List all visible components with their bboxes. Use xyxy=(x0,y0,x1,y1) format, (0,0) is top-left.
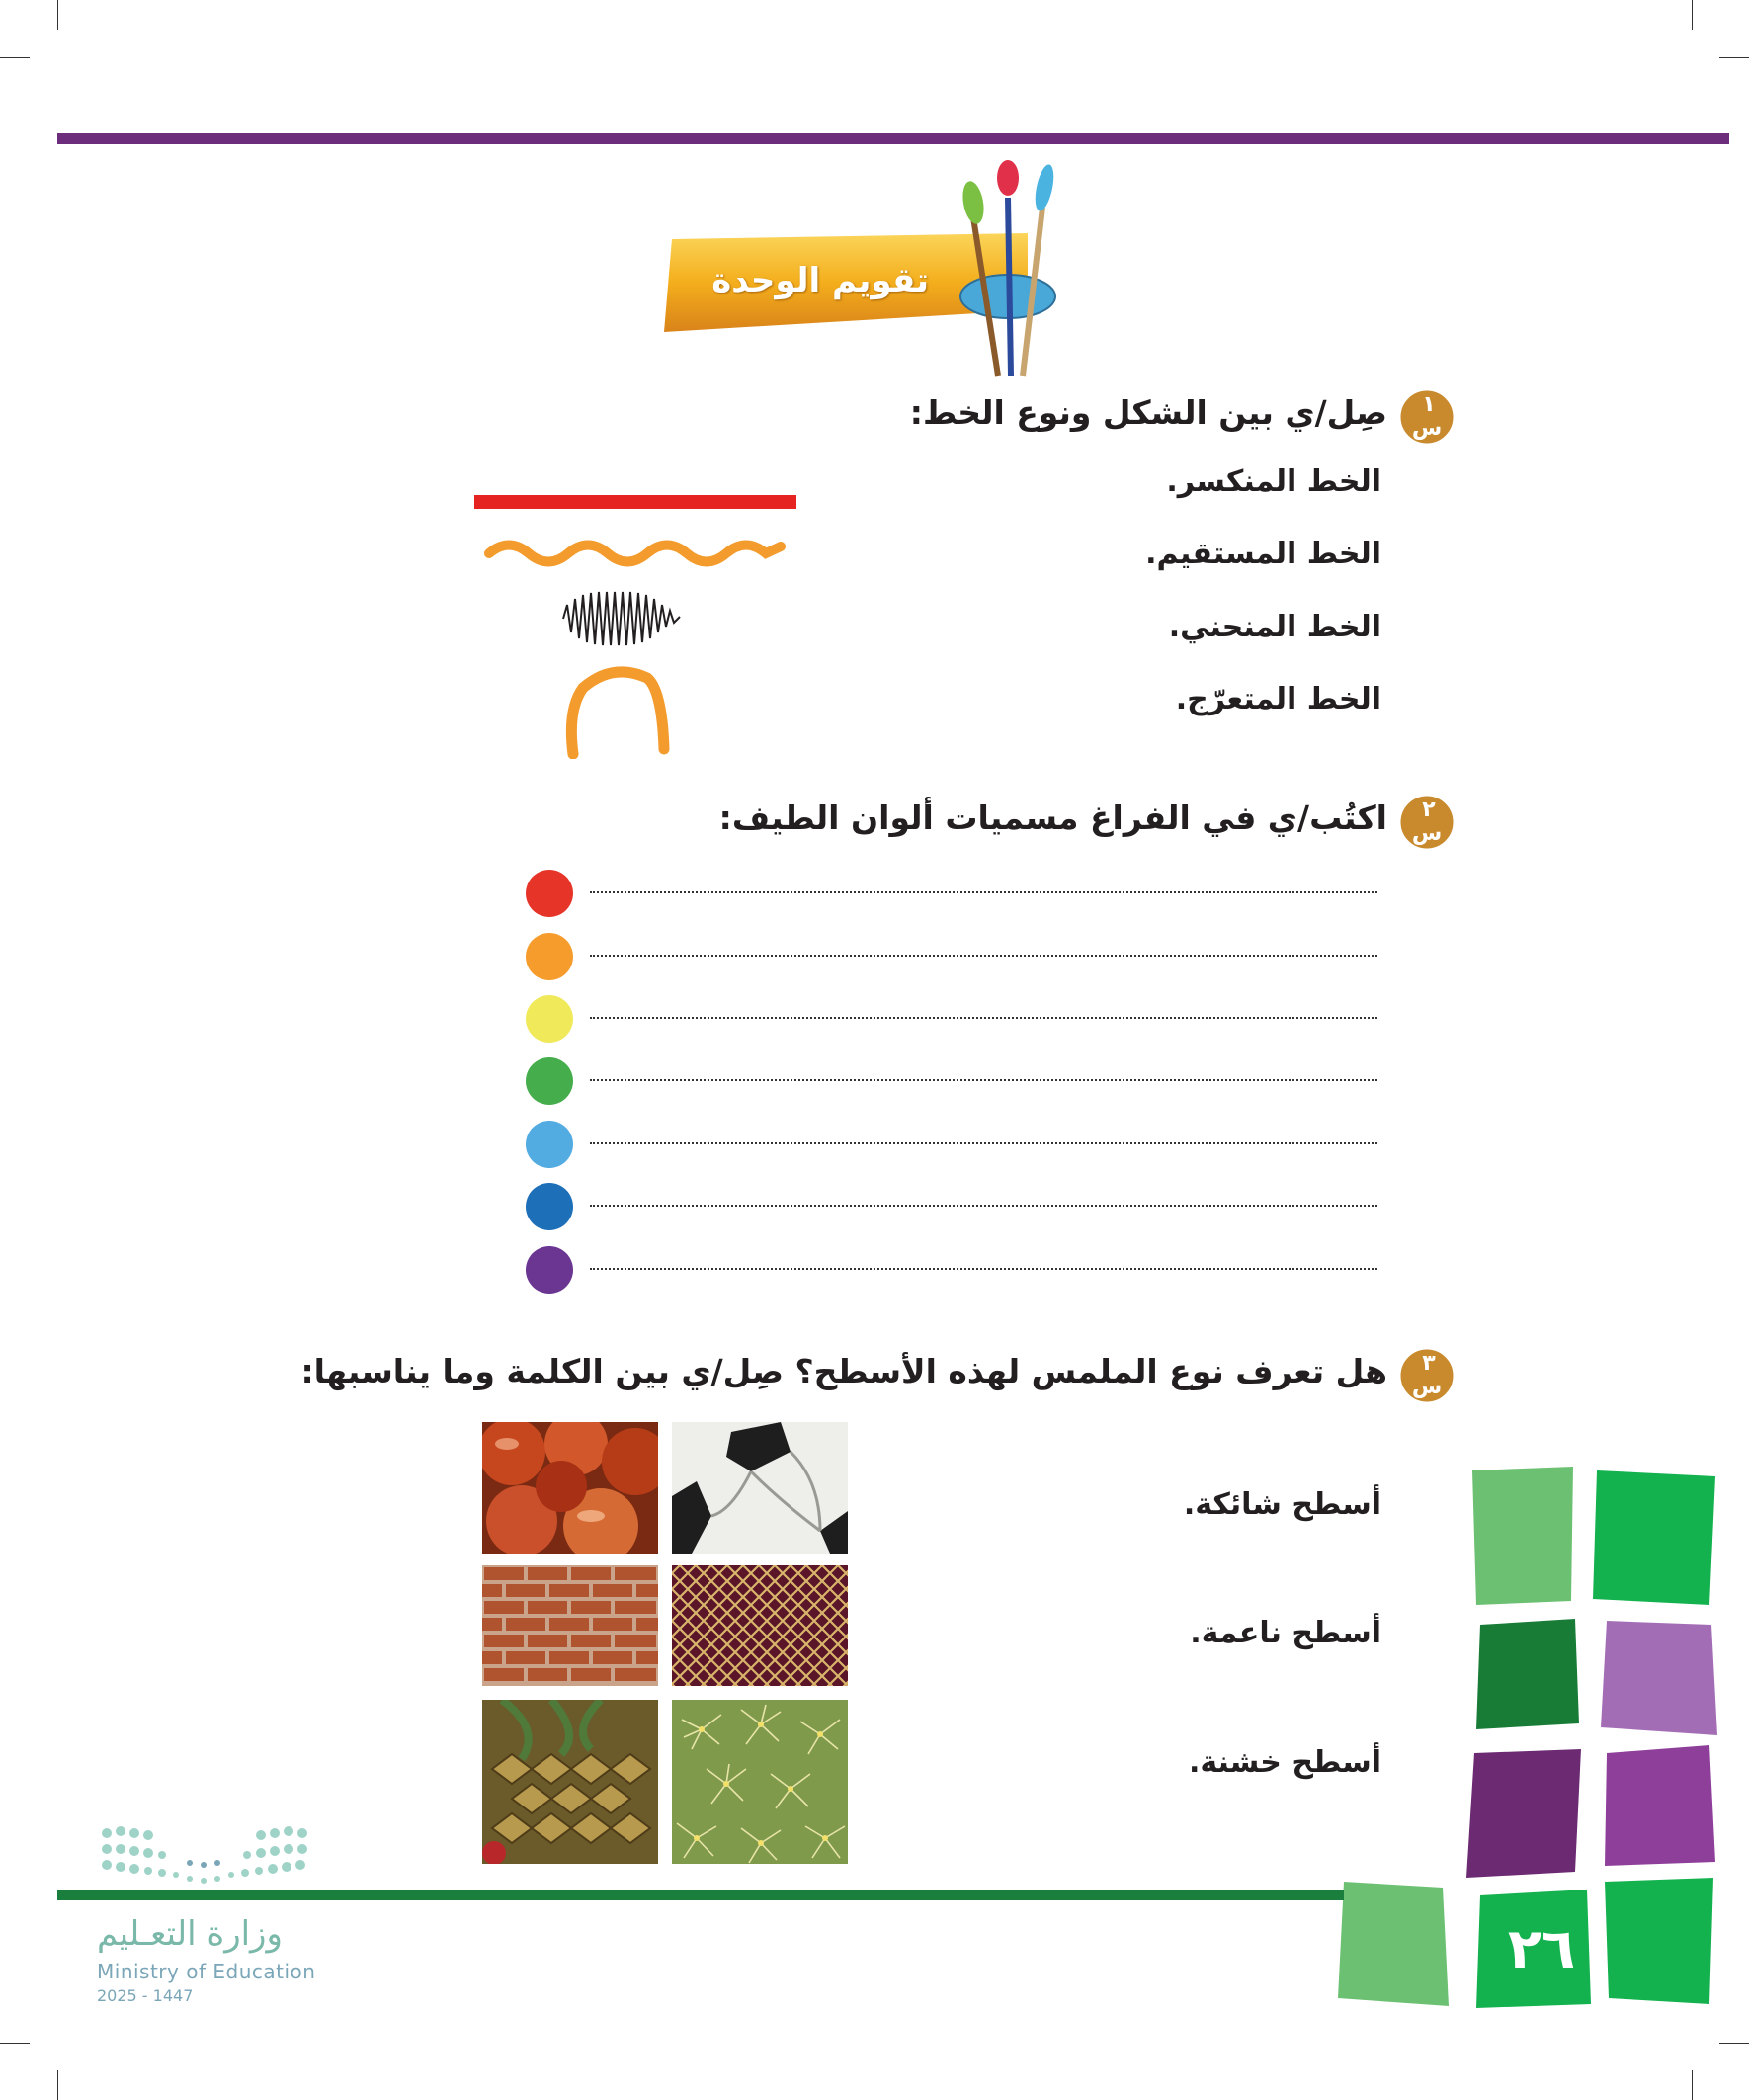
soccer-ball-texture-image[interactable] xyxy=(672,1422,848,1554)
q1-option-broken-line: الخط المنكسر. xyxy=(1166,464,1381,499)
ministry-name-arabic: وزارة التعـليم xyxy=(97,1914,283,1954)
banner-title: تقويم الوحدة xyxy=(711,261,929,300)
mesh-texture-image[interactable] xyxy=(672,1565,848,1686)
badge-number: ٣ xyxy=(1422,1351,1436,1376)
answer-line-3[interactable] xyxy=(590,1017,1377,1019)
crop-mark xyxy=(57,2070,58,2100)
crop-mark xyxy=(0,2043,30,2044)
decorative-tile xyxy=(1603,1878,1713,2004)
crop-mark xyxy=(57,0,58,30)
decorative-tile xyxy=(1476,1619,1579,1729)
decorative-tile xyxy=(1466,1749,1583,1878)
spectrum-dot-green xyxy=(526,1057,573,1105)
badge-letter: س xyxy=(1411,416,1443,441)
answer-line-1[interactable] xyxy=(590,891,1377,893)
answer-line-4[interactable] xyxy=(590,1079,1377,1081)
crop-mark xyxy=(1692,2070,1693,2100)
question-badge-3 xyxy=(1397,1346,1457,1405)
crop-mark xyxy=(1719,2043,1749,2044)
q3-option-smooth: أسطح ناعمة. xyxy=(1190,1616,1381,1650)
decorative-tile xyxy=(1593,1470,1715,1605)
crop-mark xyxy=(1692,0,1693,30)
paint-brushes-icon xyxy=(954,158,1062,380)
spectrum-dot-red xyxy=(526,870,573,917)
arch-line-shape[interactable] xyxy=(563,660,672,759)
badge-number: ٢ xyxy=(1422,798,1436,822)
top-divider xyxy=(57,133,1729,144)
question-3-text: هل تعرف نوع الملمس لهذه الأسطح؟ صِل/ي بين الكلمة وما يناسبها: xyxy=(300,1352,1387,1390)
badge-number: ١ xyxy=(1422,392,1436,417)
answer-line-2[interactable] xyxy=(590,955,1377,957)
q1-option-zigzag-line: الخط المتعرّج. xyxy=(1175,682,1381,716)
ministry-name-english: Ministry of Education xyxy=(97,1960,316,1983)
answer-line-6[interactable] xyxy=(590,1205,1377,1207)
decorative-tile xyxy=(1603,1745,1715,1866)
zigzag-line-shape[interactable] xyxy=(561,587,682,650)
badge-letter: س xyxy=(1411,1375,1443,1399)
apples-texture-image[interactable] xyxy=(482,1422,658,1554)
crop-mark xyxy=(0,57,30,58)
q1-option-curved-line: الخط المنحني. xyxy=(1168,610,1381,644)
spectrum-dot-orange xyxy=(526,933,573,980)
brick-wall-texture-image[interactable] xyxy=(482,1565,658,1686)
spectrum-dot-light-blue xyxy=(526,1121,573,1168)
question-2-text: اكتُب/ي في الفراغ مسميات ألوان الطيف: xyxy=(718,798,1387,837)
question-1-text: صِل/ي بين الشكل ونوع الخط: xyxy=(909,393,1387,432)
answer-line-7[interactable] xyxy=(590,1268,1377,1270)
decorative-tile xyxy=(1601,1621,1717,1735)
edition-year: 2025 - 1447 xyxy=(97,1986,194,2005)
spectrum-dot-blue xyxy=(526,1183,573,1230)
badge-letter: س xyxy=(1411,821,1443,846)
straight-line-shape[interactable] xyxy=(474,495,796,509)
page-number: ٢٦ xyxy=(1507,1917,1576,1981)
q3-option-rough: أسطح خشنة. xyxy=(1188,1745,1381,1780)
pineapple-texture-image[interactable] xyxy=(482,1700,658,1864)
wavy-line-shape[interactable] xyxy=(484,529,786,578)
q3-option-thorny: أسطح شائكة. xyxy=(1183,1487,1381,1522)
q1-option-straight-line: الخط المستقيم. xyxy=(1145,537,1381,571)
crop-mark xyxy=(1719,57,1749,58)
cactus-texture-image[interactable] xyxy=(672,1700,848,1864)
ministry-of-education-logo xyxy=(99,1823,311,1892)
decorative-tile xyxy=(1338,1882,1449,2006)
answer-line-5[interactable] xyxy=(590,1142,1377,1144)
spectrum-dot-yellow xyxy=(526,995,573,1043)
decorative-tile xyxy=(1468,1467,1577,1605)
question-badge-1 xyxy=(1397,387,1457,447)
question-badge-2 xyxy=(1397,793,1457,852)
spectrum-dot-purple xyxy=(526,1246,573,1294)
